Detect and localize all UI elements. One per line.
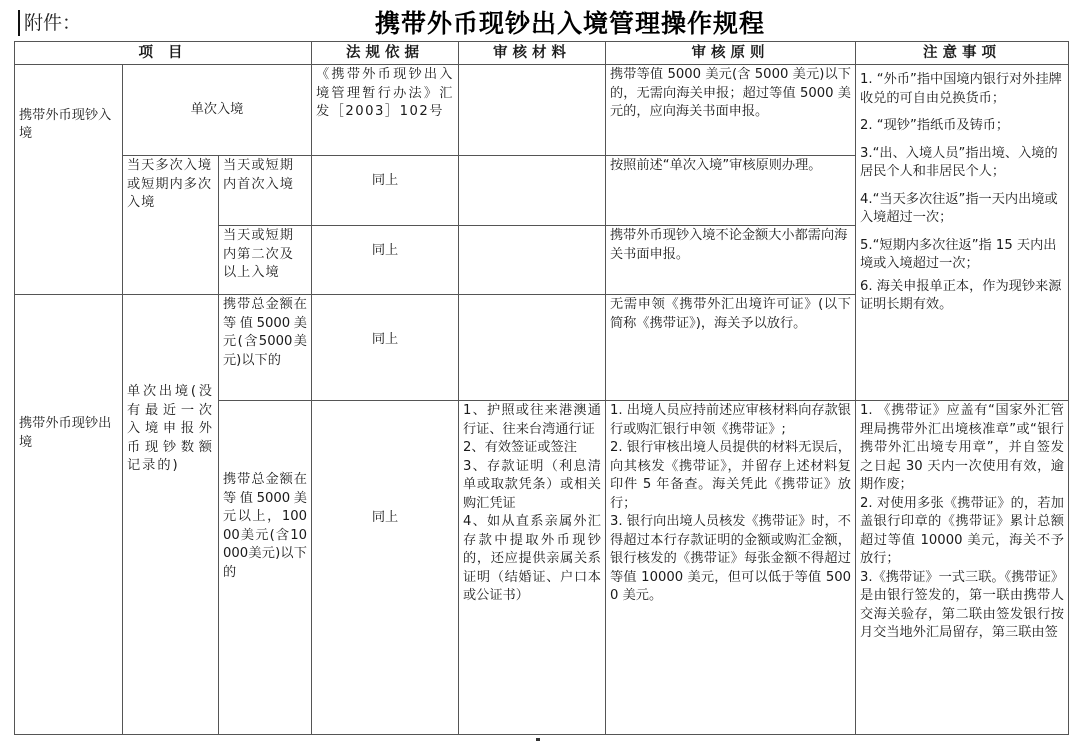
notes-entry <box>856 65 1069 401</box>
page-marker <box>536 738 540 741</box>
column-header-legal-basis: 法规依据 <box>312 42 459 65</box>
legal-basis-cell: 同上 <box>312 226 459 295</box>
note-item: 2. 对使用多张《携带证》的，若加盖银行印章的《携带证》累计总额超过等值 10000 美元，海关不予放行； <box>860 495 1064 566</box>
item-first-entry: 当天或短期内首次入境 <box>219 156 312 226</box>
principle-cell: 携带外币现钞入境不论金额大小都需向海关书面申报。 <box>606 226 856 295</box>
principle-cell: 携带等值 5000 美元(含 5000 美元)以下的，无需向海关申报；超过等值 5000 美元的，应向海关书面申报。 <box>606 65 856 156</box>
material-item: 2、有效签证或签注 <box>463 440 577 455</box>
column-header-materials: 审核材料 <box>459 42 606 65</box>
document-title: 携带外币现钞出入境管理操作规程 <box>374 9 765 38</box>
material-item: 4、如从直系亲属外汇存款中提取外币现钞的，还应提供亲属关系证明（结婚证、户口本或公证书） <box>463 514 601 603</box>
note-item: 3.“出、入境人员”指出境、入境的居民个人和非居民个人； <box>860 145 1058 179</box>
notes-exit <box>856 401 1069 735</box>
item-tier1: 携带总金额在等值5000美元(含5000美元)以下的 <box>219 295 312 401</box>
materials-list <box>459 401 606 735</box>
material-item: 1、护照或往来港澳通行证、往来台湾通行证 <box>463 403 601 437</box>
materials-cell <box>459 295 606 401</box>
legal-basis-cell: 同上 <box>312 401 459 735</box>
principle-cell: 按照前述“单次入境”审核原则办理。 <box>606 156 856 226</box>
legal-basis-cell: 同上 <box>312 295 459 401</box>
materials-cell <box>459 226 606 295</box>
note-item: 1. 《携带证》应盖有“国家外汇管理局携带外汇出境核准章”或“银行携带外汇出境专用章”，并自签发之日起 30 天内一次使用有效，逾期作废； <box>860 403 1064 492</box>
column-header-item: 项 目 <box>15 42 312 65</box>
note-item: 2. “现钞”指纸币及铸币； <box>860 118 1010 133</box>
principle-item: 2. 银行审核出境人员提供的材料无误后，向其核发《携带证》，并留存上述材料复印件 5 年备查。海关凭此《携带证》放行； <box>610 440 851 511</box>
regulation-table <box>14 41 1069 735</box>
principle-item: 3. 银行向出境人员核发《携带证》时，不得超过本行存款证明的金额或购汇金额，银行核发的《携带证》每张金额不得超过等值 10000 美元，但可以低于等值 5000 美元。 <box>610 514 851 603</box>
item-multi-entry: 当天多次入境或短期内多次入境 <box>123 156 219 295</box>
legal-basis-cell: 《携带外币现钞出入境管理暂行办法》汇发［2003］102号 <box>312 65 459 156</box>
principle-cell: 无需申领《携带外汇出境许可证》(以下简称《携带证》)，海关予以放行。 <box>606 295 856 401</box>
note-item: 6. 海关申报单正本，作为现钞来源证明长期有效。 <box>860 278 1062 312</box>
column-header-principle: 审核原则 <box>606 42 856 65</box>
item-single-entry: 单次入境 <box>123 65 312 156</box>
category-exit: 携带外币现钞出境 <box>15 295 123 735</box>
table-row <box>15 65 1069 156</box>
item-single-exit: 单次出境(没有最近一次入境申报外币现钞数额记录的) <box>123 295 219 735</box>
materials-cell <box>459 65 606 156</box>
note-item: 5.“短期内多次往返”指 15 天内出境或入境超过一次； <box>860 237 1057 271</box>
column-header-notes: 注意事项 <box>856 42 1069 65</box>
principle-item: 1. 出境人员应持前述应审核材料向存款银行或购汇银行申领《携带证》; <box>610 403 851 437</box>
note-item: 3.《携带证》一式三联。《携带证》是由银行签发的，第一联由携带人交海关验存，第二联由签发银行按月交当地外汇局留存，第三联由签 <box>860 569 1064 640</box>
note-item: 1. “外币”指中国境内银行对外挂牌收兑的可自由兑换货币； <box>860 72 1062 106</box>
item-tier2: 携带总金额在等值5000美元以上，10000美元(含10000美元)以下的 <box>219 401 312 735</box>
material-item: 3、存款证明（利息清单或取款凭条）或相关购汇凭证 <box>463 458 601 511</box>
table-header-row <box>15 42 1069 65</box>
principle-list <box>606 401 856 735</box>
attachment-label: 附件： <box>18 10 81 36</box>
category-entry: 携带外币现钞入境 <box>15 65 123 295</box>
legal-basis-cell: 同上 <box>312 156 459 226</box>
materials-cell <box>459 156 606 226</box>
item-second-entry: 当天或短期内第二次及以上入境 <box>219 226 312 295</box>
note-item: 4.“当天多次往返”指一天内出境或入境超过一次； <box>860 191 1058 225</box>
